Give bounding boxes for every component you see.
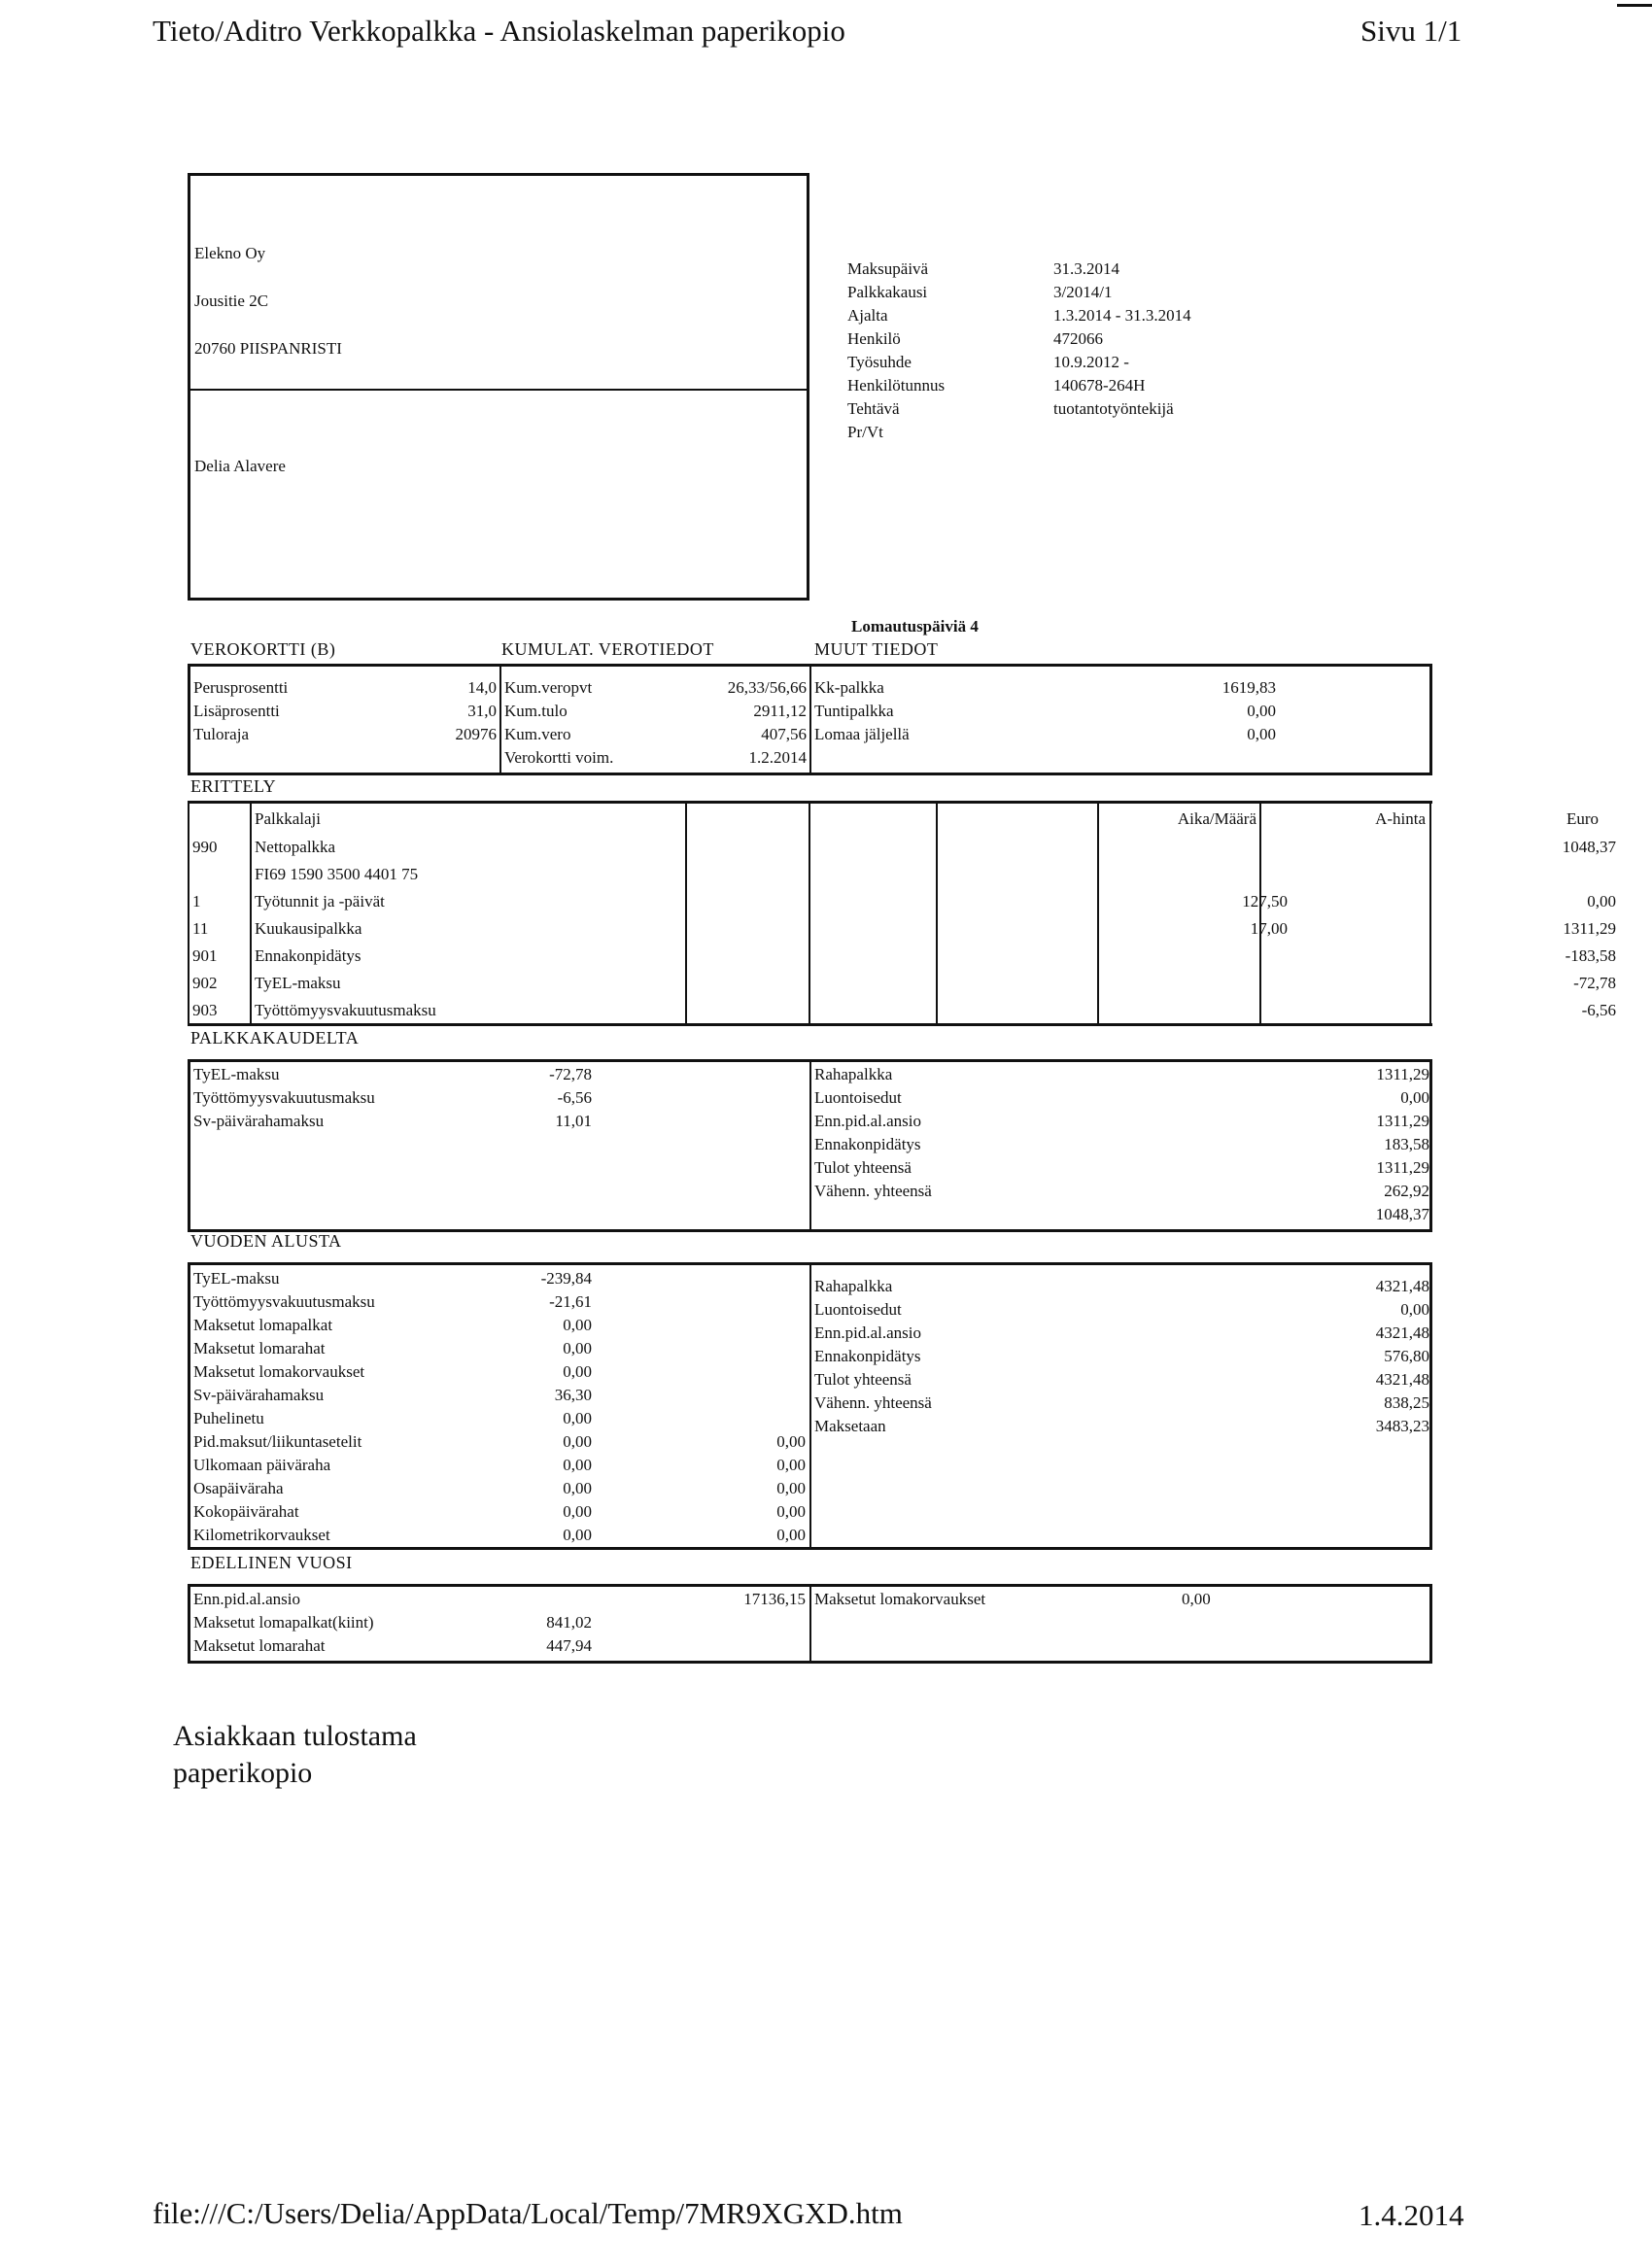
- footer-path: file:///C:/Users/Delia/AppData/Local/Temp/7MR9XGXD.htm: [153, 2196, 903, 2230]
- print-note-line2: paperikopio: [173, 1757, 313, 1789]
- list-item: Ennakonpidätys 183,58: [814, 1135, 1429, 1153]
- vuoden-alusta-heading: VUODEN ALUSTA: [190, 1231, 342, 1251]
- kumulat-heading: KUMULAT. VEROTIEDOT: [501, 639, 714, 659]
- list-item: Maksetut lomakorvaukset 0,00: [193, 1362, 592, 1381]
- muut-row: Lomaa jäljellä 0,00: [814, 725, 1276, 743]
- kumulat-row: Kum.veropvt 26,33/56,66: [504, 678, 807, 697]
- tax-box: [188, 664, 1432, 775]
- list-item: Enn.pid.al.ansio 4321,48: [814, 1323, 1429, 1342]
- info-row: Henkilötunnus 140678-264H: [847, 376, 1146, 395]
- employer-street: Jousitie 2C: [194, 292, 269, 310]
- info-row: Maksupäivä 31.3.2014: [847, 259, 1119, 278]
- table-row: 901 Ennakonpidätys -183,58: [192, 946, 1616, 965]
- kumulat-row: Kum.tulo 2911,12: [504, 702, 807, 720]
- list-item: Luontoisedut 0,00: [814, 1300, 1429, 1319]
- list-item: Kilometrikorvaukset 0,00 0,00: [193, 1526, 806, 1544]
- lomautus-note: Lomautuspäiviä 4: [851, 617, 979, 636]
- list-item: Maksetut lomakorvaukset 0,00: [814, 1590, 1211, 1608]
- col-euro: Euro: [1566, 809, 1599, 828]
- edellinen-box: [188, 1584, 1432, 1664]
- list-item: Sv-päivärahamaksu 11,01: [193, 1112, 592, 1130]
- employer-postal: 20760 PIISPANRISTI: [194, 339, 342, 358]
- col-ahinta: A-hinta: [1375, 809, 1426, 828]
- list-item: Maksetut lomarahat 0,00: [193, 1339, 592, 1357]
- employee-name: Delia Alavere: [194, 457, 286, 475]
- muut-heading: MUUT TIEDOT: [814, 639, 939, 659]
- print-note: [173, 1718, 417, 1792]
- list-item: Osapäiväraha 0,00 0,00: [193, 1479, 806, 1497]
- vuoden-alusta-box: [188, 1262, 1432, 1550]
- address-box: [188, 173, 809, 601]
- table-row: FI69 1590 3500 4401 75: [255, 865, 419, 883]
- address-divider: [190, 389, 807, 391]
- list-item: Enn.pid.al.ansio 1311,29: [814, 1112, 1429, 1130]
- list-item: Työttömyysvakuutusmaksu -21,61: [193, 1292, 592, 1311]
- kumulat-row: Verokortti voim. 1.2.2014: [504, 748, 807, 767]
- erittely-rows: [189, 836, 1618, 1030]
- list-item: Tulot yhteensä 4321,48: [814, 1370, 1429, 1389]
- footer-date: 1.4.2014: [1359, 2198, 1464, 2232]
- table-row: 990 Nettopalkka 1048,37: [192, 838, 1616, 856]
- list-item: Vähenn. yhteensä 262,92: [814, 1182, 1429, 1200]
- info-row: Tehtävä tuotantotyöntekijä: [847, 399, 1174, 418]
- list-item: TyEL-maksu -72,78: [193, 1065, 592, 1083]
- info-row: Henkilö 472066: [847, 329, 1103, 348]
- list-item: Maksetaan 3483,23: [814, 1417, 1429, 1435]
- list-item: Maksetut lomapalkat(kiint) 841,02: [193, 1613, 592, 1632]
- verokortti-row: Lisäprosentti 31,0: [193, 702, 497, 720]
- page-number: Sivu 1/1: [1360, 14, 1463, 48]
- list-item: Rahapalkka 1311,29: [814, 1065, 1429, 1083]
- list-item: Rahapalkka 4321,48: [814, 1277, 1429, 1295]
- list-item: Sv-päivärahamaksu 36,30: [193, 1386, 592, 1404]
- list-item: Vähenn. yhteensä 838,25: [814, 1393, 1429, 1412]
- list-item: Puhelinetu 0,00: [193, 1409, 592, 1427]
- palkkakaudelta-heading: PALKKAKAUDELTA: [190, 1028, 360, 1048]
- list-item: Työttömyysvakuutusmaksu -6,56: [193, 1088, 592, 1107]
- info-row: Työsuhde 10.9.2012 -: [847, 353, 1129, 371]
- list-item: Ennakonpidätys 576,80: [814, 1347, 1429, 1365]
- muut-row: Tuntipalkka 0,00: [814, 702, 1276, 720]
- list-item: TyEL-maksu -239,84: [193, 1269, 592, 1288]
- corner-mark: [1617, 4, 1652, 7]
- table-row: 1 Työtunnit ja -päivät 127,50 0,00: [192, 892, 1616, 911]
- list-item: 1048,37: [1375, 1205, 1429, 1223]
- table-row: 902 TyEL-maksu -72,78: [192, 974, 1616, 992]
- list-item: Ulkomaan päiväraha 0,00 0,00: [193, 1456, 806, 1474]
- info-row: Pr/Vt: [847, 423, 883, 441]
- list-item: Tulot yhteensä 1311,29: [814, 1158, 1429, 1177]
- info-row: Ajalta 1.3.2014 - 31.3.2014: [847, 306, 1191, 325]
- erittely-heading: ERITTELY: [190, 776, 277, 796]
- verokortti-row: Tuloraja 20976: [193, 725, 497, 743]
- list-item: Enn.pid.al.ansio 17136,15: [193, 1590, 806, 1608]
- list-item: Kokopäivärahat 0,00 0,00: [193, 1502, 806, 1521]
- erittely-table: [188, 801, 1616, 1026]
- list-item: Pid.maksut/liikuntasetelit 0,00 0,00: [193, 1432, 806, 1451]
- page-title: Tieto/Aditro Verkkopalkka - Ansiolaskelman paperikopio: [153, 14, 845, 48]
- table-row: 903 Työttömyysvakuutusmaksu -6,56: [192, 1001, 1616, 1019]
- list-item: Maksetut lomapalkat 0,00: [193, 1316, 592, 1334]
- print-note-line1: Asiakkaan tulostama: [173, 1720, 417, 1752]
- verokortti-row: Perusprosentti 14,0: [193, 678, 497, 697]
- muut-row: Kk-palkka 1619,83: [814, 678, 1276, 697]
- col-palkkalaji: Palkkalaji: [255, 809, 321, 828]
- verokortti-heading: VEROKORTTI (B): [190, 639, 336, 659]
- list-item: Luontoisedut 0,00: [814, 1088, 1429, 1107]
- edellinen-heading: EDELLINEN VUOSI: [190, 1553, 353, 1572]
- info-row: Palkkakausi 3/2014/1: [847, 283, 1113, 301]
- col-aika: Aika/Määrä: [1177, 809, 1256, 828]
- employer-name: Elekno Oy: [194, 244, 266, 262]
- list-item: Maksetut lomarahat 447,94: [193, 1636, 592, 1655]
- palkkakaudelta-box: [188, 1059, 1432, 1232]
- table-row: 11 Kuukausipalkka 17,00 1311,29: [192, 919, 1616, 938]
- kumulat-row: Kum.vero 407,56: [504, 725, 807, 743]
